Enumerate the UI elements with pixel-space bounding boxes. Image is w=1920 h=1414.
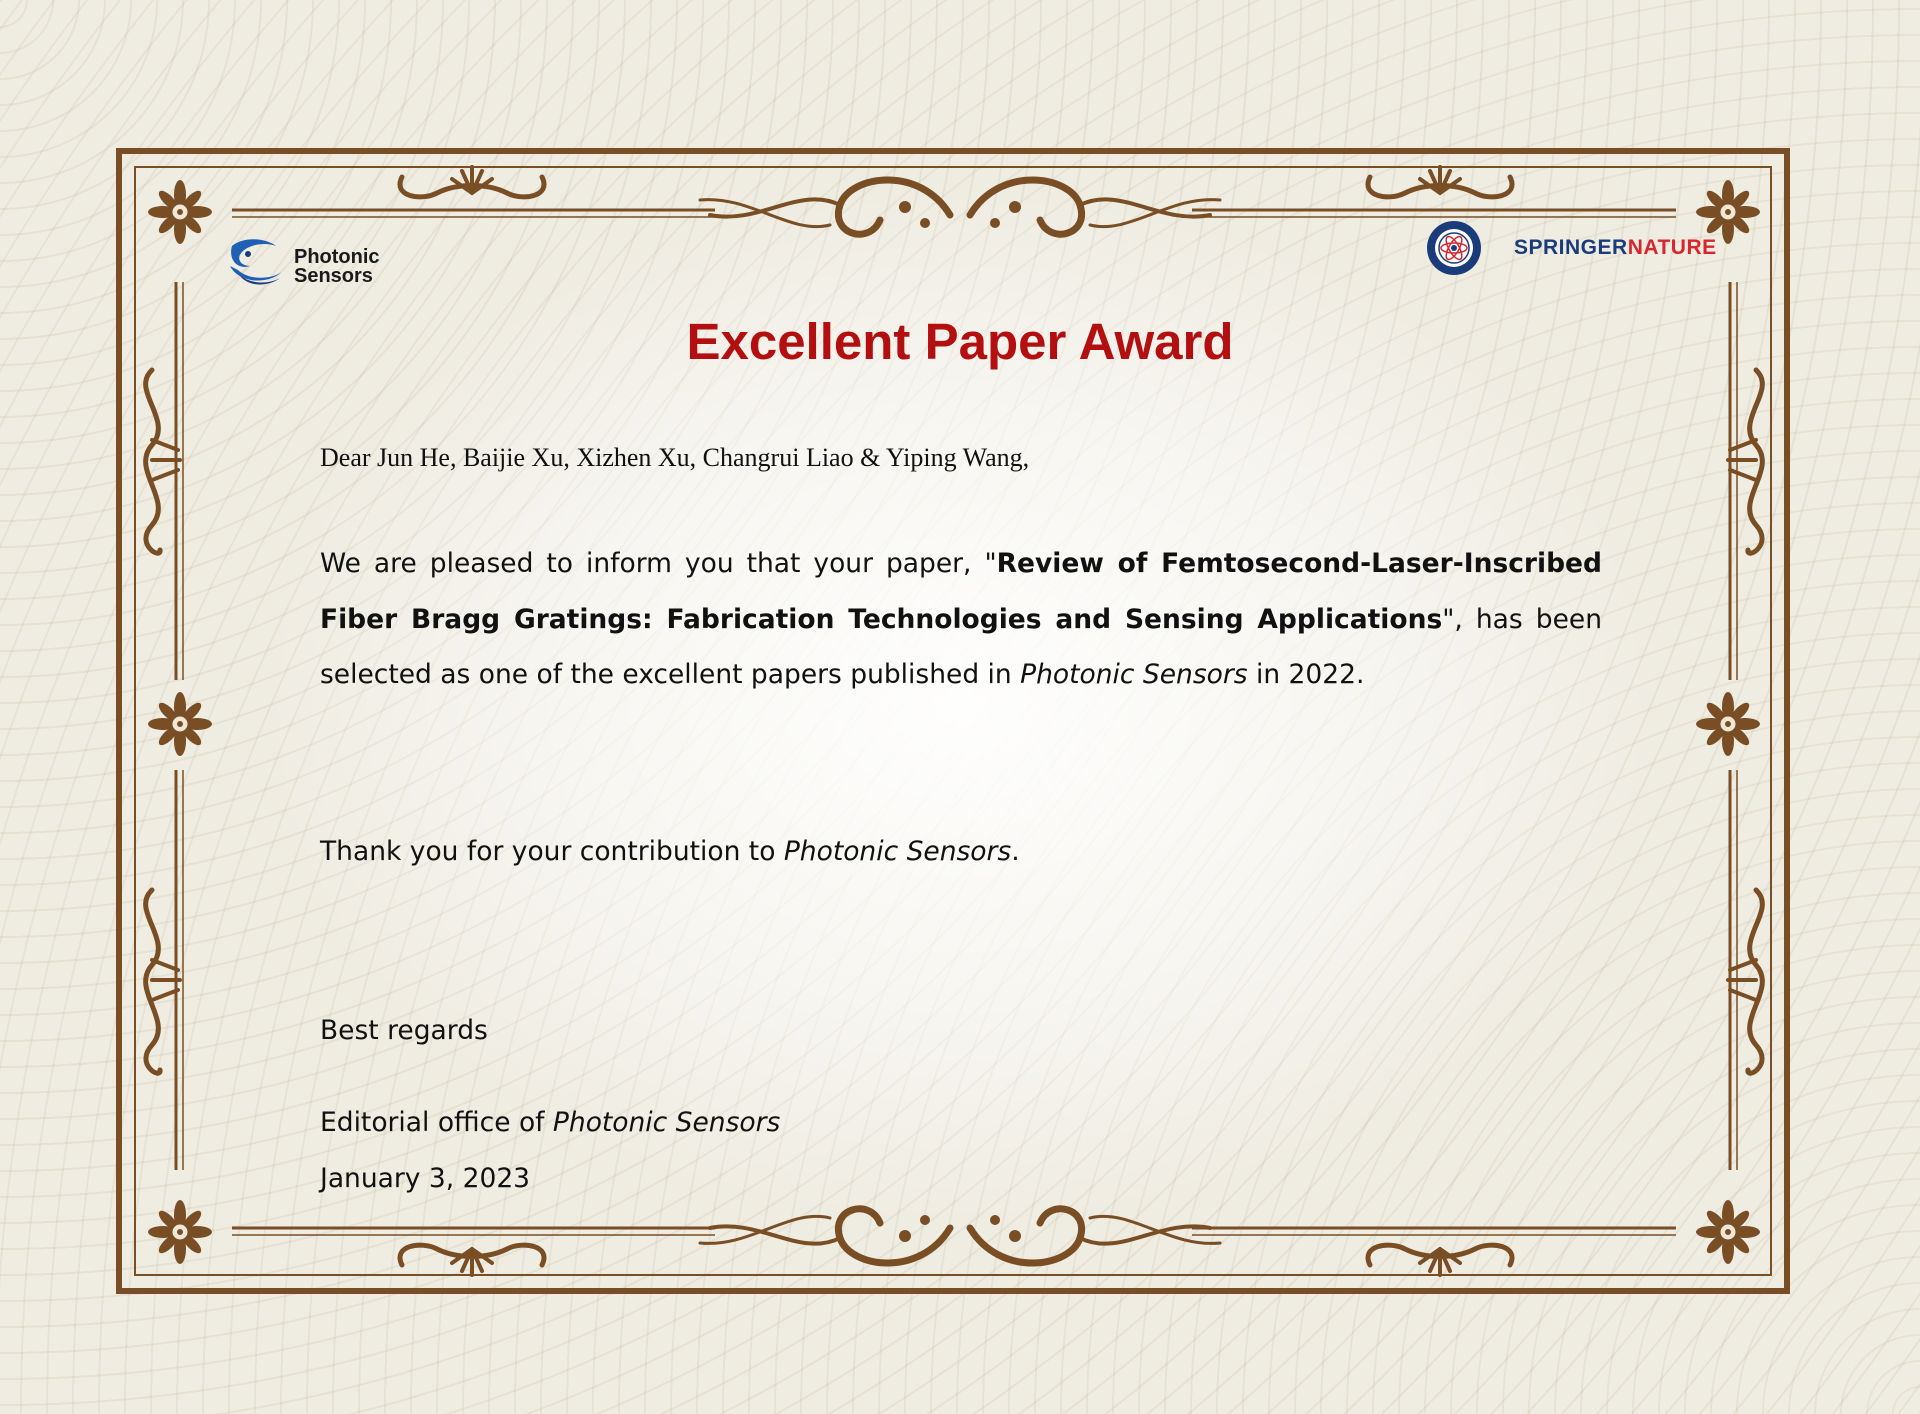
signature-journal-name: Photonic Sensors: [552, 1107, 781, 1138]
award-body-paragraph: [320, 536, 1602, 703]
signature-prefix: Editorial office of: [320, 1107, 553, 1138]
photonic-sensors-logo: [226, 234, 406, 294]
photonic-sensors-swoosh-icon: [226, 236, 286, 292]
journal-name: Photonic Sensors: [1020, 659, 1248, 690]
body-intro: We are pleased to inform you that your paper, ": [320, 548, 997, 579]
photonic-sensors-logo-text: Photonic Sensors: [294, 246, 380, 287]
closing: Best regards: [320, 1015, 488, 1046]
springer-nature-logo: [1514, 236, 1717, 260]
paper-title: Review of Femtosecond-Laser-Inscribed Fiber Bragg Gratings: Fabrication Technologies and Sensing Applications: [320, 548, 1602, 635]
body-end: in 2022.: [1247, 659, 1365, 690]
thanks-suffix: .: [1011, 836, 1020, 867]
certificate-title: Excellent Paper Award: [686, 313, 1234, 370]
university-seal-icon: [1426, 220, 1482, 276]
date: January 3, 2023: [320, 1163, 531, 1194]
thanks-prefix: Thank you for your contribution to: [320, 836, 784, 867]
springer-logo-text: SPRINGER: [1514, 236, 1628, 259]
nature-logo-text: NATURE: [1627, 236, 1717, 259]
signature: [320, 1107, 780, 1138]
body-mid: ", has been selected as one of the excellent papers published in: [320, 603, 1602, 690]
thanks-journal-name: Photonic Sensors: [783, 836, 1012, 867]
salutation: Dear Jun He, Baijie Xu, Xizhen Xu, Changrui Liao & Yiping Wang,: [320, 443, 1030, 472]
thanks-line: [320, 836, 1020, 867]
